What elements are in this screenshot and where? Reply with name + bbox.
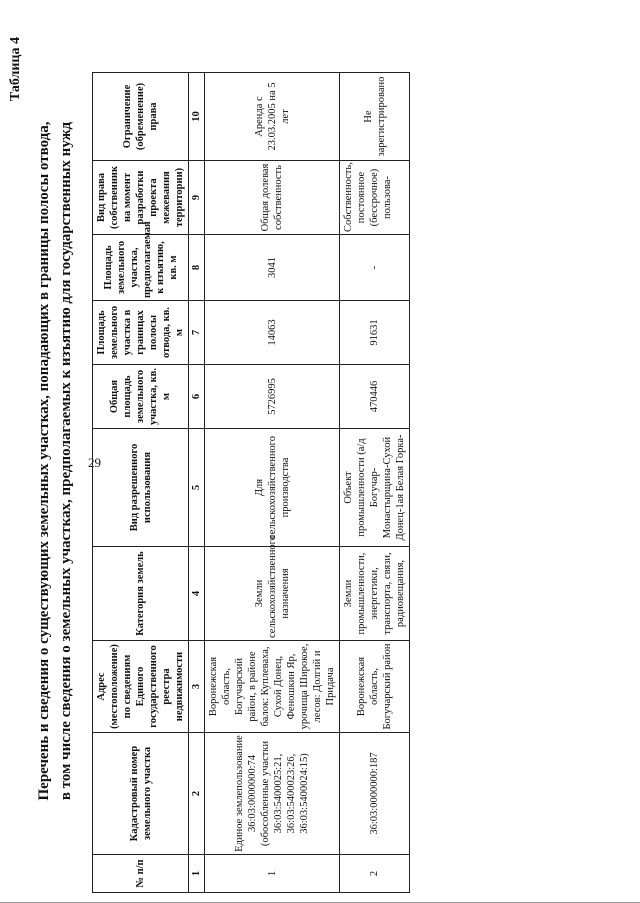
row-number: 1 (205, 855, 340, 893)
col-number: 1 (189, 855, 205, 893)
restriction: Аренда с 23.03.2005 на 5 лет (205, 73, 340, 161)
table-caption: Таблица 4 (8, 37, 23, 102)
header-cell: Ограничение (обременение) права (93, 73, 189, 161)
header-cell: Общая площадь земельного участка, кв. м (93, 365, 189, 429)
rotated-page-content (0, 21, 620, 901)
cadastral-number: 36:03:0000000:187 (340, 733, 410, 855)
land-category: Земли промышленности, энергетики, транспорта, связи, радиовещания, (340, 547, 410, 641)
header-cell: Вид разрешенного использования (93, 429, 189, 547)
header-cell: Вид права (собственник на момент разработки проекта межевания территории) (93, 161, 189, 235)
land-plots-table (92, 72, 410, 893)
row-number: 2 (340, 855, 410, 893)
zone-area: 14063 (205, 301, 340, 365)
header-cell: Площадь земельного участка, предполагаемая к изъятию, кв. м (93, 235, 189, 301)
right-type: Собственность, постоянное (бессрочное) пользова- (340, 161, 410, 235)
zone-area: 91631 (340, 301, 410, 365)
col-number: 4 (189, 547, 205, 641)
cadastral-number: Единое землепользование 36:03:0000000:74 (обособленные участки 36:03:5400025:21, 36:03:5400023:26, 36:03:5400024:15) (205, 733, 340, 855)
col-number: 8 (189, 235, 205, 301)
table-row (205, 73, 340, 893)
column-number-row (189, 73, 205, 893)
title-line-1: Перечень и сведения о существующих земельных участках, попадающих в границы полосы отвода, (36, 121, 52, 801)
header-cell: Кадастровый номер земельного участка (93, 733, 189, 855)
col-number: 2 (189, 733, 205, 855)
restriction: Не зарегистрировано (340, 73, 410, 161)
table-row (340, 73, 410, 893)
page-number: 29 (88, 455, 101, 470)
right-type: Общая долевая собственность (205, 161, 340, 235)
address: Воронежская область, Богучарский район, в районе балок: Куплеваха, Сухой Донец, Феношкин Яр, урочища Широкое, лесов: Долгий и Придача (205, 641, 340, 733)
col-number: 6 (189, 365, 205, 429)
permitted-use: Объект промышленности (а/д Богучар-Монастырщина-Сухой Донец-1ая Белая Горка- (340, 429, 410, 547)
title-line-2: в том числе сведения о земельных участках, предполагаемых к изъятию для государственных нужд (58, 121, 74, 801)
address: Воронежская область, Богучарский район (340, 641, 410, 733)
col-number: 7 (189, 301, 205, 365)
header-row (93, 73, 189, 893)
col-number: 3 (189, 641, 205, 733)
seized-area: 3041 (205, 235, 340, 301)
land-category: Земли сельскохозяйственного назначения (205, 547, 340, 641)
col-number: 9 (189, 161, 205, 235)
total-area: 470446 (340, 365, 410, 429)
col-number: 10 (189, 73, 205, 161)
header-cell: Площадь земельного участка в границах полосы отвода, кв. м (93, 301, 189, 365)
header-cell: Категория земель (93, 547, 189, 641)
col-number: 5 (189, 429, 205, 547)
header-cell: № п/п (93, 855, 189, 893)
permitted-use: Для сельскохозяйственного производства (205, 429, 340, 547)
total-area: 5726995 (205, 365, 340, 429)
header-cell: Адрес (местоположение) по сведениям Единого государственного реестра недвижимости (93, 641, 189, 733)
seized-area: - (340, 235, 410, 301)
